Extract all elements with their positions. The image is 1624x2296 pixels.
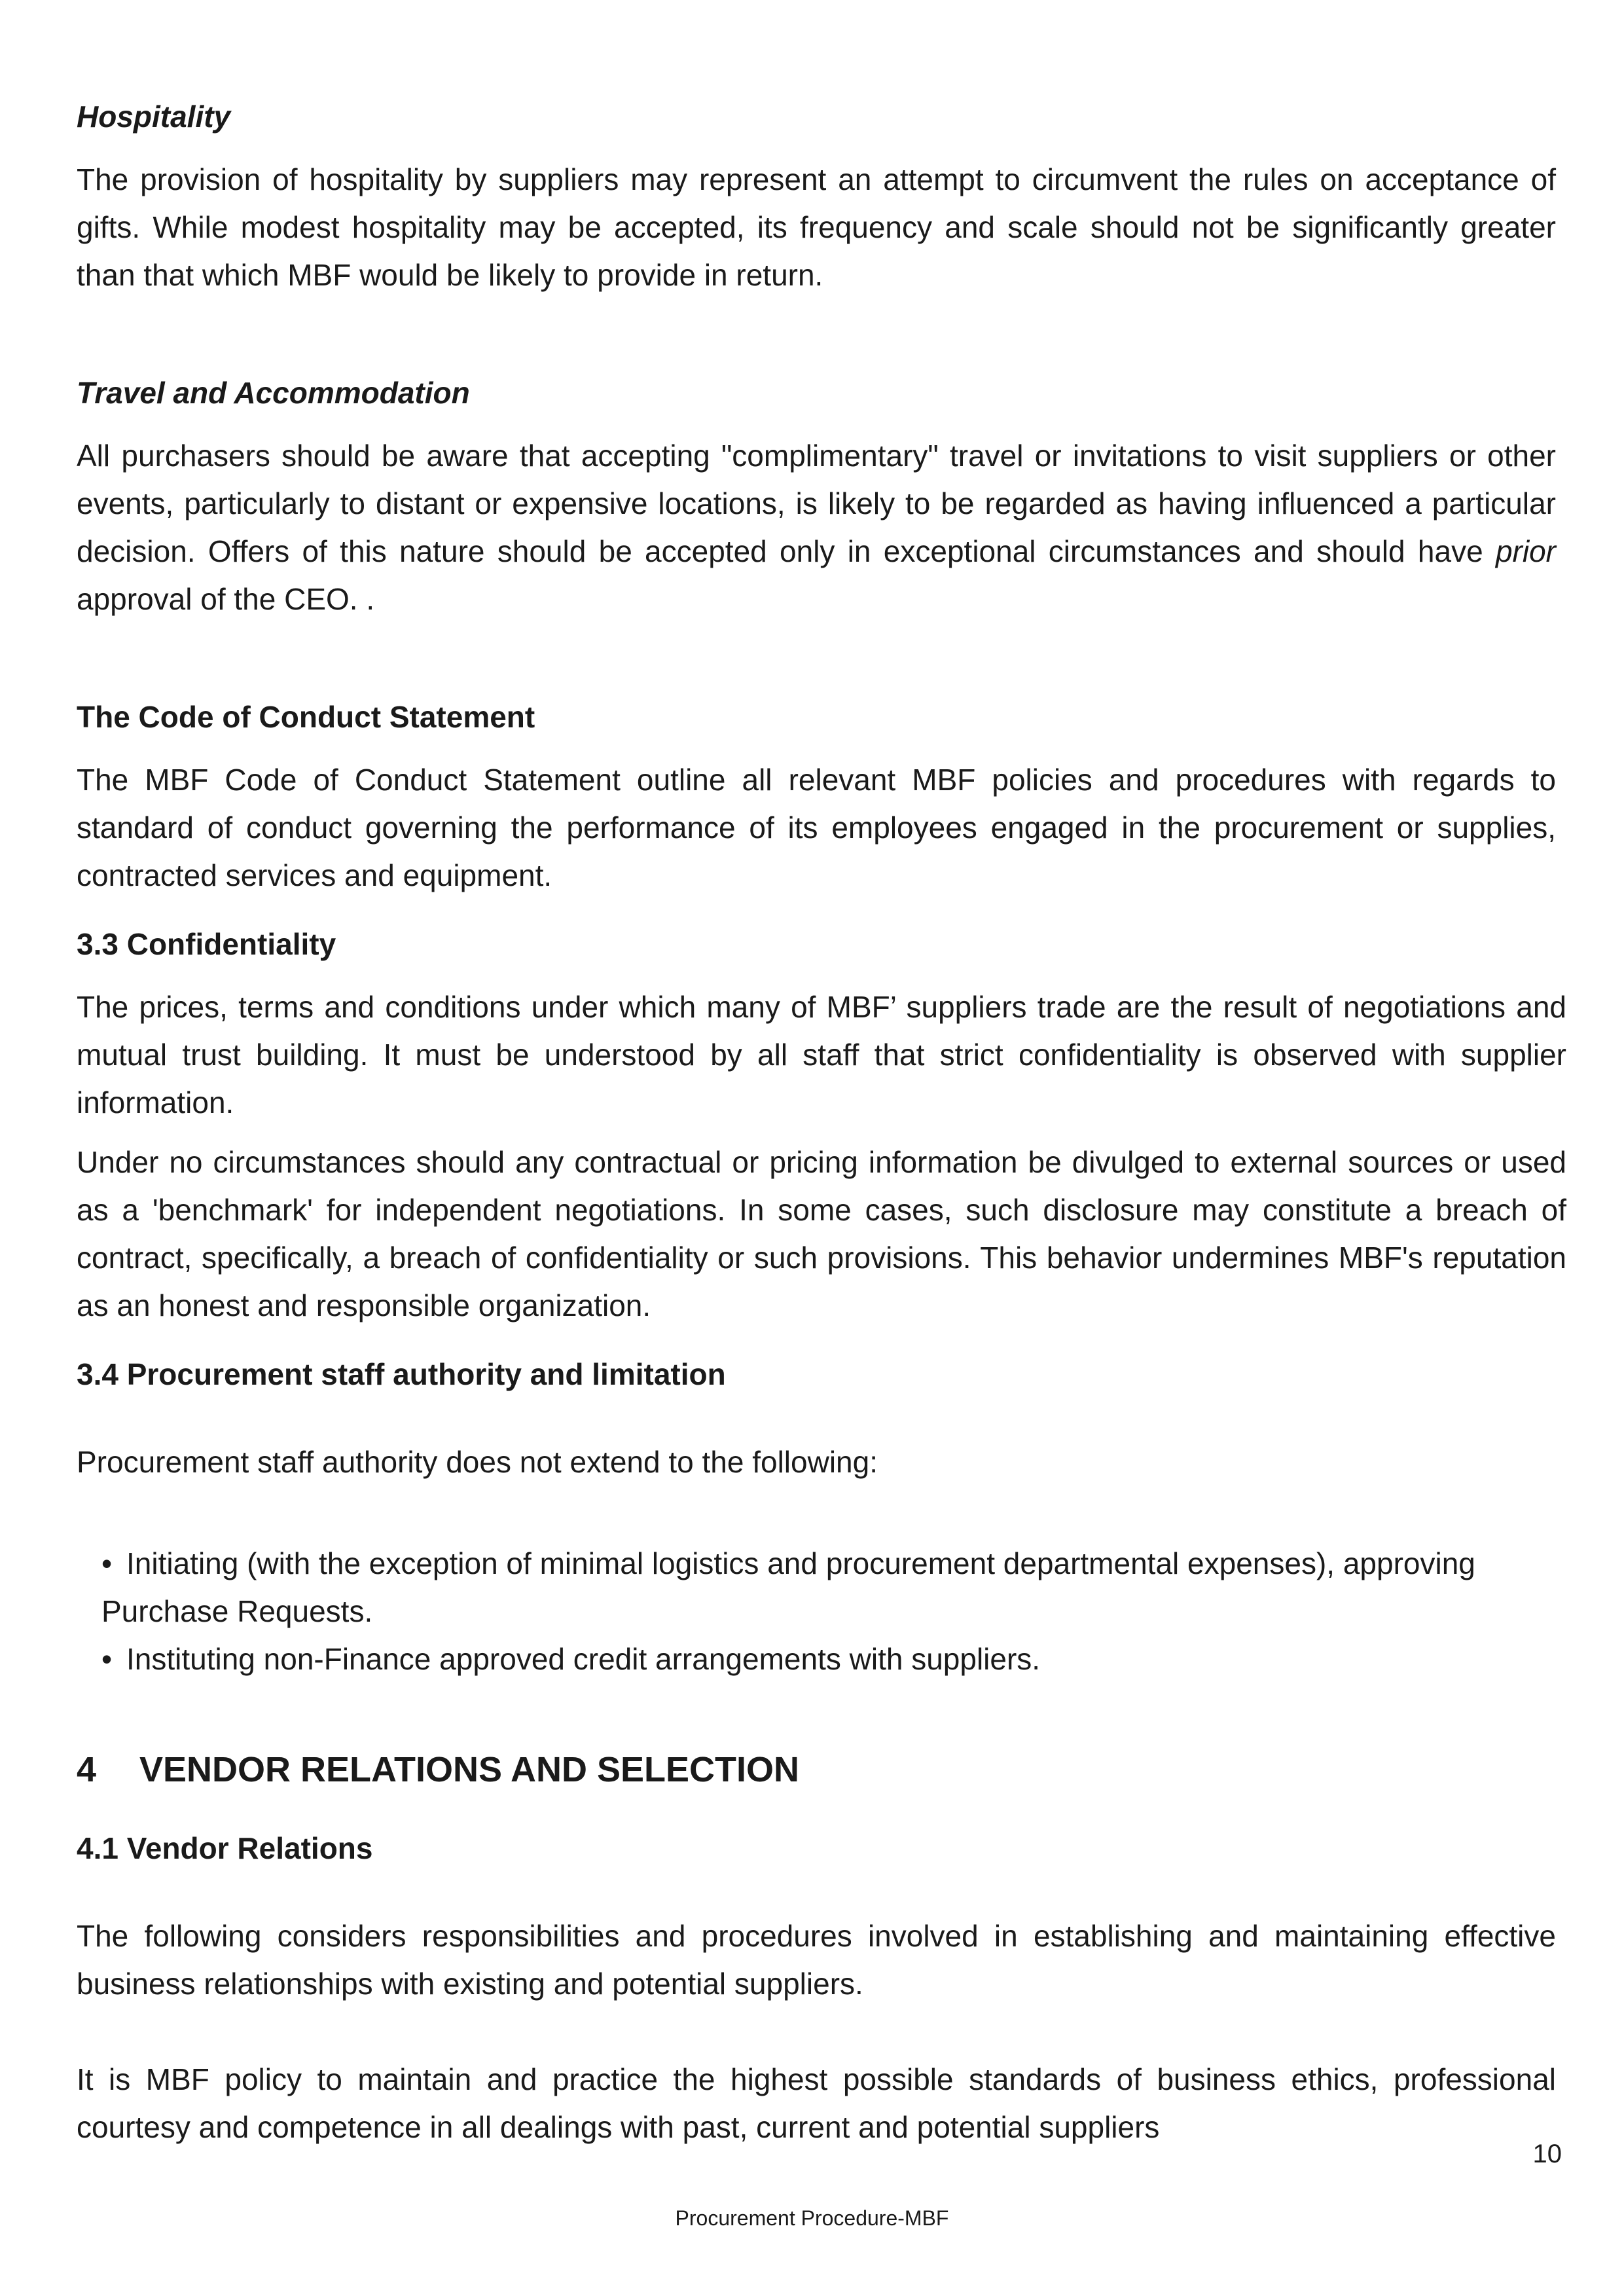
section-title: VENDOR RELATIONS AND SELECTION bbox=[139, 1750, 800, 1789]
travel-heading: Travel and Accommodation bbox=[77, 376, 470, 410]
code-of-conduct-heading: The Code of Conduct Statement bbox=[77, 700, 535, 734]
code-of-conduct-body: The MBF Code of Conduct Statement outline all relevant MBF policies and procedures with regards to standard of conduct governing the performance of its employees engaged in the procurement or supplies, contracted services and equipment. bbox=[77, 763, 1556, 892]
confidentiality-para-1: The prices, terms and conditions under which many of MBF’ suppliers trade are the result of negotiations and mutual trust building. It must be understood by all staff that strict confidentiality is observed with supplier information. bbox=[77, 990, 1566, 1120]
list-item-text: Initiating (with the exception of minimal logistics and procurement departmental expenses), approving Purchase Requests. bbox=[101, 1546, 1475, 1628]
bullet-icon: • bbox=[101, 1546, 113, 1580]
document-page bbox=[77, 98, 1617, 2151]
confidentiality-heading: 3.3 Confidentiality bbox=[77, 927, 336, 961]
confidentiality-para-2: Under no circumstances should any contractual or pricing information be divulged to external sources or used as a 'benchmark' for independent negotiations. In some cases, such disclosure may constitute a breach of contract, specifically, a breach of confidentiality or such provisions. This behavior undermines MBF's reputation as an honest and responsible organization. bbox=[77, 1145, 1617, 1322]
vendor-relations-para-2: It is MBF policy to maintain and practice the highest possible standards of business ethics, professional courtesy and competence in all dealings with past, current and potential suppliers bbox=[77, 2062, 1556, 2144]
travel-body-text-end: approval of the CEO. . bbox=[77, 582, 375, 616]
page-number: 10 bbox=[1532, 2140, 1562, 2168]
authority-intro: Procurement staff authority does not extend to the following: bbox=[77, 1445, 878, 1479]
hospitality-body: The provision of hospitality by suppliers may represent an attempt to circumvent the rules on acceptance of gifts. While modest hospitality may be accepted, its frequency and scale should not be significantly greater than that which MBF would be likely to provide in return. bbox=[77, 162, 1556, 292]
list-item bbox=[101, 1540, 1556, 1635]
vendor-relations-heading: 4.1 Vendor Relations bbox=[77, 1831, 373, 1865]
travel-body bbox=[77, 432, 1556, 623]
authority-limitations-list bbox=[77, 1540, 1556, 1683]
list-item-text: Instituting non-Finance approved credit arrangements with suppliers. bbox=[126, 1642, 1041, 1676]
section-number: 4 bbox=[77, 1750, 97, 1789]
section-4-heading bbox=[77, 1749, 1556, 1791]
travel-body-emphasis: prior bbox=[1495, 534, 1556, 568]
vendor-relations-para-1: The following considers responsibilities and procedures involved in establishing and maintaining effective business relationships with existing and potential suppliers. bbox=[77, 1919, 1556, 2001]
bullet-icon: • bbox=[101, 1642, 113, 1676]
list-item bbox=[101, 1635, 1556, 1683]
travel-body-text: All purchasers should be aware that accepting "complimentary" travel or invitations to visit suppliers or other events, particularly to distant or expensive locations, is likely to be regarded as having influenced a particular decision. Offers of this nature should be accepted only in exceptional circumstances and should have bbox=[77, 439, 1556, 568]
page-footer: Procurement Procedure-MBF bbox=[675, 2206, 949, 2230]
authority-heading: 3.4 Procurement staff authority and limitation bbox=[77, 1357, 726, 1391]
hospitality-heading: Hospitality bbox=[77, 100, 231, 134]
